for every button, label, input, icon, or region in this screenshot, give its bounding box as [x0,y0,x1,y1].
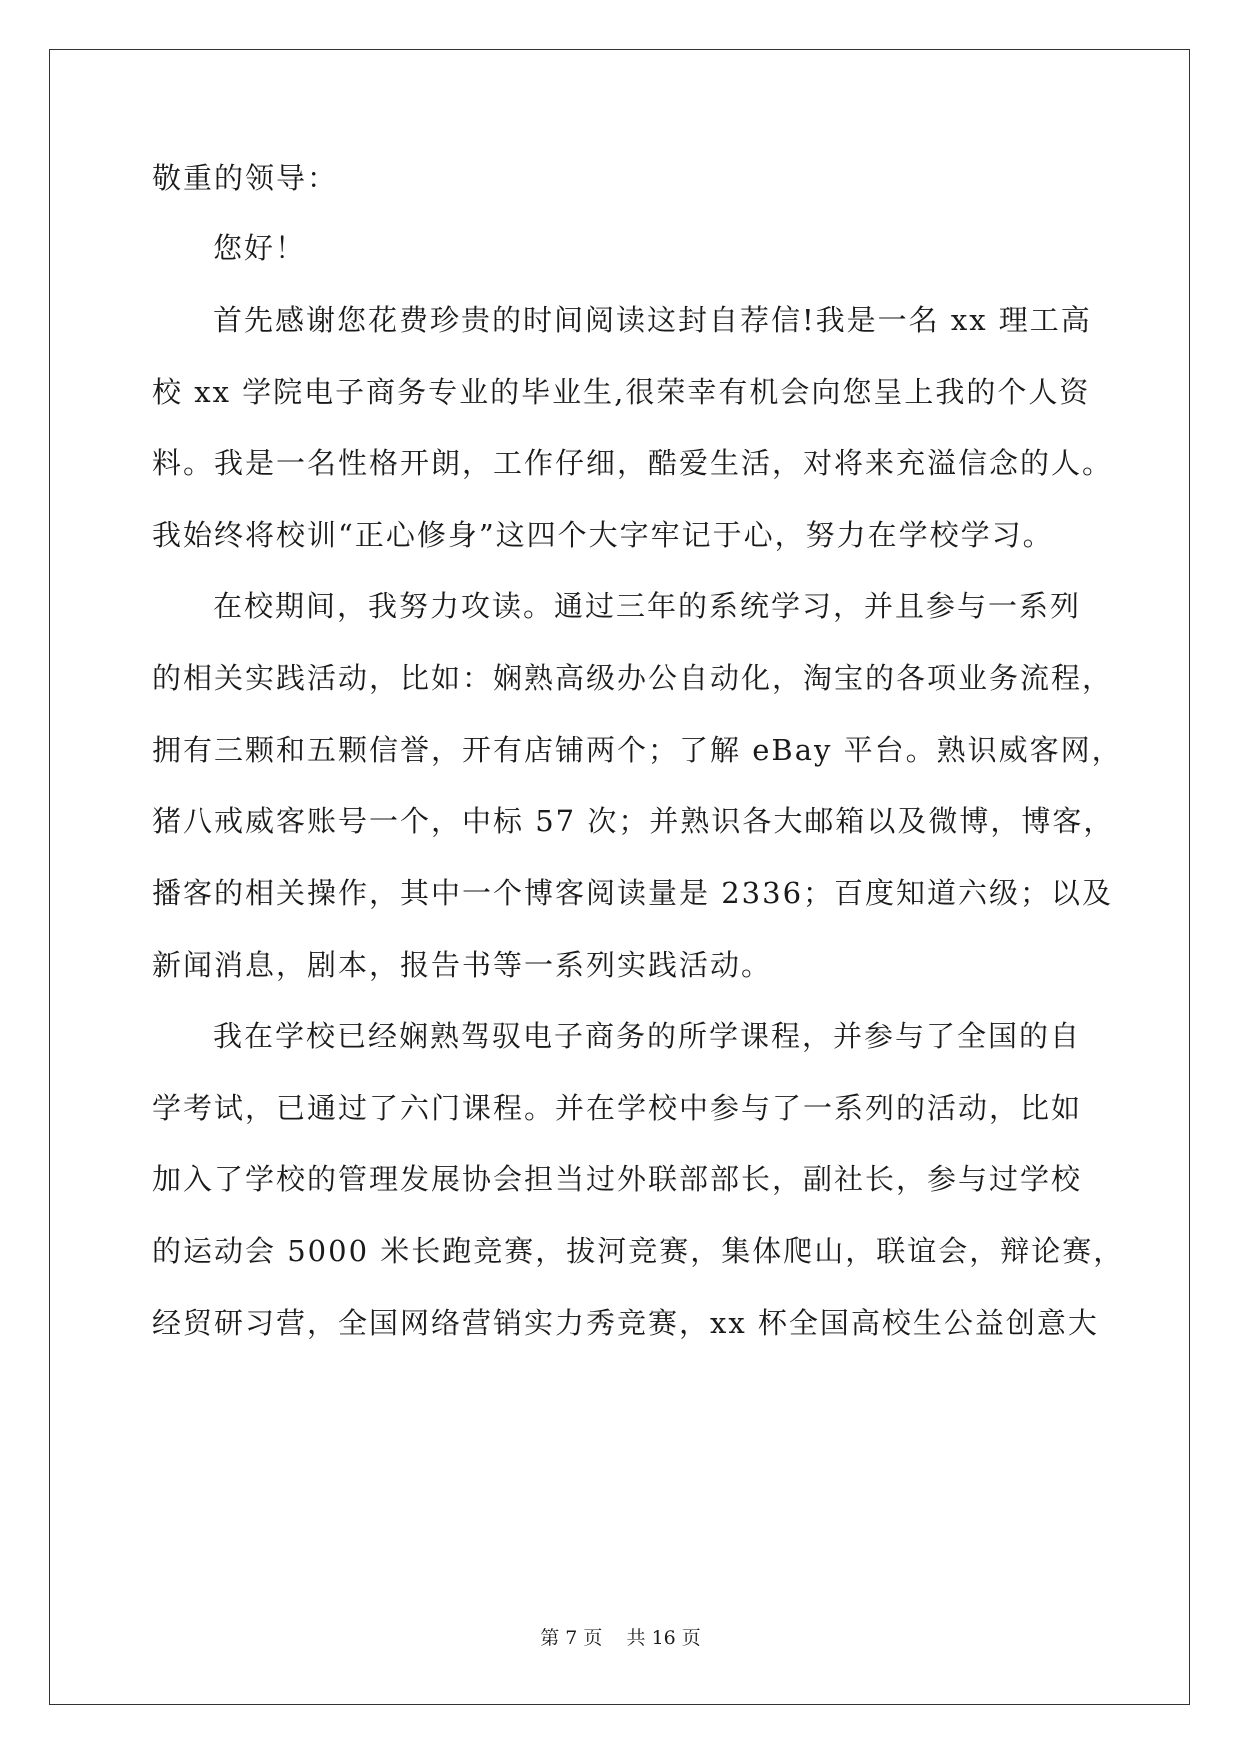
paragraph-line: 新闻消息，剧本，报告书等一系列实践活动。 [152,948,773,982]
paragraph-line: 我始终将校训“正心修身”这四个大字牢记于心，努力在学校学习。 [152,518,1054,552]
paragraph-line: 拥有三颗和五颗信誉，开有店铺两个；了解 eBay 平台。熟识威客网， [152,733,1123,767]
paragraph-line: 的运动会 5000 米长跑竞赛，拔河竞赛，集体爬山，联谊会，辩论赛， [152,1234,1125,1268]
paragraph-line: 我在学校已经娴熟驾驭电子商务的所学课程，并参与了全国的自 [213,1019,1082,1053]
paragraph-line: 学考试，已通过了六门课程。并在学校中参与了一系列的活动，比如 [152,1091,1083,1125]
paragraph-line: 料。我是一名性格开朗，工作仔细，酷爱生活，对将来充溢信念的人。 [152,446,1114,480]
paragraph-line: 校 xx 学院电子商务专业的毕业生,很荣幸有机会向您呈上我的个人资 [152,375,1091,409]
paragraph-line: 在校期间，我努力攻读。通过三年的系统学习，并且参与一系列 [213,589,1082,623]
paragraph-line: 加入了学校的管理发展协会担当过外联部部长，副社长，参与过学校 [152,1162,1083,1196]
salutation-line: 敬重的领导： [152,161,339,195]
greeting-line: 您好！ [213,231,307,265]
paragraph-line: 经贸研习营，全国网络营销实力秀竞赛，xx 杯全国高校生公益创意大 [152,1306,1099,1340]
paragraph-line: 首先感谢您花费珍贵的时间阅读这封自荐信!我是一名 xx 理工高 [213,303,1092,337]
paragraph-line: 猪八戒威客账号一个，中标 57 次；并熟识各大邮箱以及微博，博客， [152,804,1115,838]
page-number-footer: 第 7 页 共 16 页 [540,1627,701,1649]
paragraph-line: 播客的相关操作，其中一个博客阅读量是 2336；百度知道六级；以及 [152,876,1114,910]
paragraph-line: 的相关实践活动，比如：娴熟高级办公自动化，淘宝的各项业务流程， [152,661,1114,695]
